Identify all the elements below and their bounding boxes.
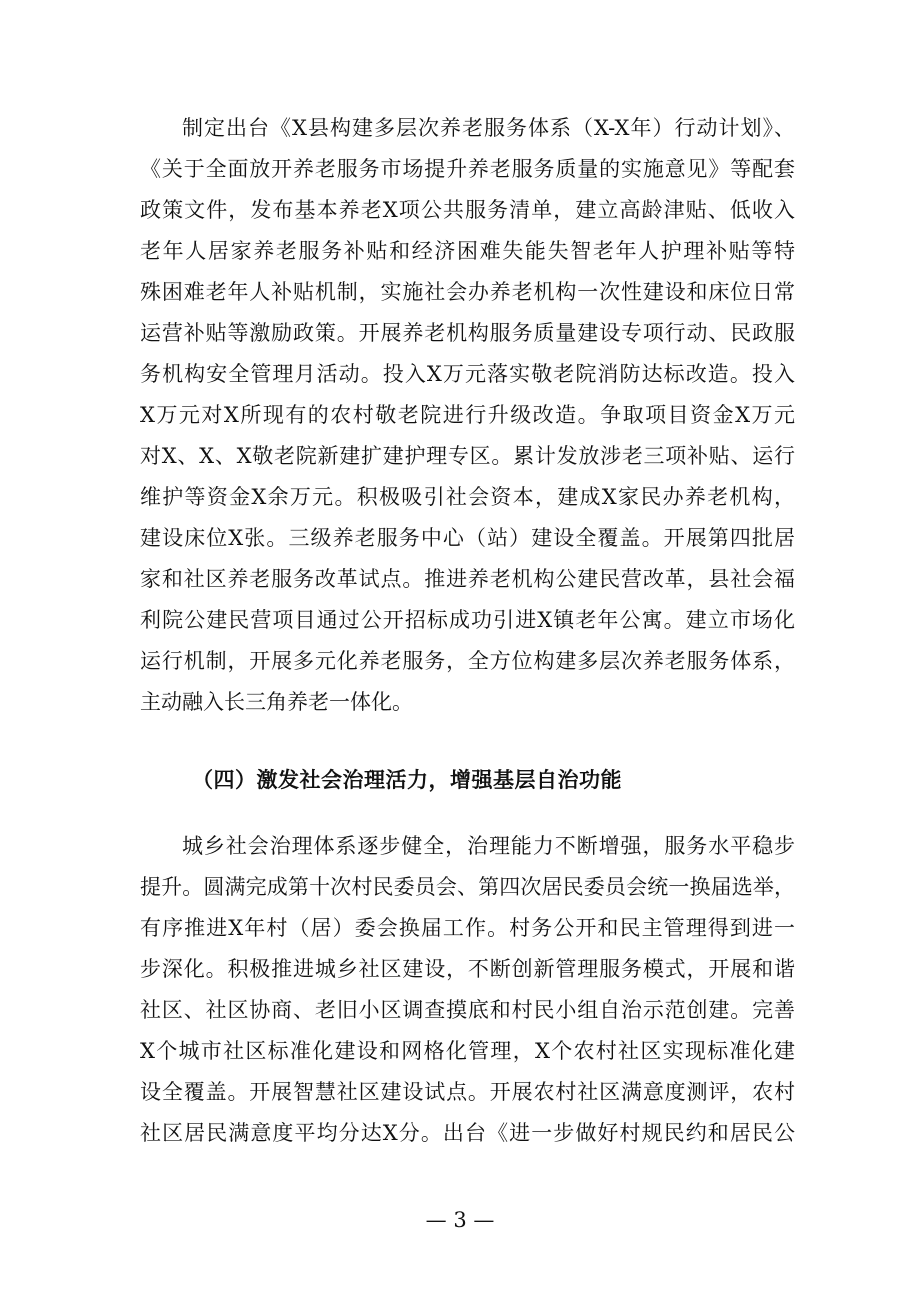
paragraph-line: 家和社区养老服务改革试点。推进养老机构公建民营改革，县社会福 <box>140 567 795 591</box>
paragraph-line: 务机构安全管理月活动。投入X万元落实敬老院消防达标改造。投入 <box>140 362 795 386</box>
paragraph-line: 城乡社会治理体系逐步健全，治理能力不断增强，服务水平稳步 <box>182 834 795 858</box>
paragraph-line: 运营补贴等激励政策。开展养老机构服务质量建设专项行动、民政服 <box>140 321 795 345</box>
paragraph-line: 社区、社区协商、老旧小区调查摸底和村民小组自治示范创建。完善 <box>140 998 795 1022</box>
paragraph-line: 对X、X、X敬老院新建扩建护理专区。累计发放涉老三项补贴、运行 <box>140 444 795 468</box>
paragraph-line: 利院公建民营项目通过公开招标成功引进X镇老年公寓。建立市场化 <box>140 608 795 632</box>
paragraph-line: 提升。圆满完成第十次村民委员会、第四次居民委员会统一换届选举， <box>140 875 795 899</box>
paragraph-line: 设全覆盖。开展智慧社区建设试点。开展农村社区满意度测评，农村 <box>140 1080 795 1104</box>
paragraph-line: X万元对X所现有的农村敬老院进行升级改造。争取项目资金X万元 <box>140 403 795 427</box>
page-number: — 3 — <box>425 1208 495 1232</box>
paragraph-line: 社区居民满意度平均分达X分。出台《进一步做好村规民约和居民公 <box>140 1121 795 1145</box>
paragraph-line: 殊困难老年人补贴机制，实施社会办养老机构一次性建设和床位日常 <box>140 280 795 304</box>
paragraph-line: 《关于全面放开养老服务市场提升养老服务质量的实施意见》等配套 <box>140 157 795 181</box>
section-heading: （四）激发社会治理活力，增强基层自治功能 <box>192 768 622 792</box>
paragraph-line: X个城市社区标准化建设和网格化管理，X个农村社区实现标准化建 <box>140 1039 795 1063</box>
paragraph-line: 步深化。积极推进城乡社区建设，不断创新管理服务模式，开展和谐 <box>140 957 795 981</box>
paragraph-line: 政策文件，发布基本养老X项公共服务清单，建立高龄津贴、低收入 <box>140 198 795 222</box>
paragraph-line: 主动融入长三角养老一体化。 <box>140 690 413 714</box>
paragraph-line: 建设床位X张。三级养老服务中心（站）建设全覆盖。开展第四批居 <box>140 526 795 550</box>
paragraph-line: 有序推进X年村（居）委会换届工作。村务公开和民主管理得到进一 <box>140 916 795 940</box>
paragraph-line: 老年人居家养老服务补贴和经济困难失能失智老年人护理补贴等特 <box>140 239 795 263</box>
paragraph-line: 维护等资金X余万元。积极吸引社会资本，建成X家民办养老机构， <box>140 485 795 509</box>
paragraph-line: 运行机制，开展多元化养老服务，全方位构建多层次养老服务体系， <box>140 649 795 673</box>
paragraph-line: 制定出台《X县构建多层次养老服务体系（X-X年）行动计划》、 <box>182 116 795 140</box>
